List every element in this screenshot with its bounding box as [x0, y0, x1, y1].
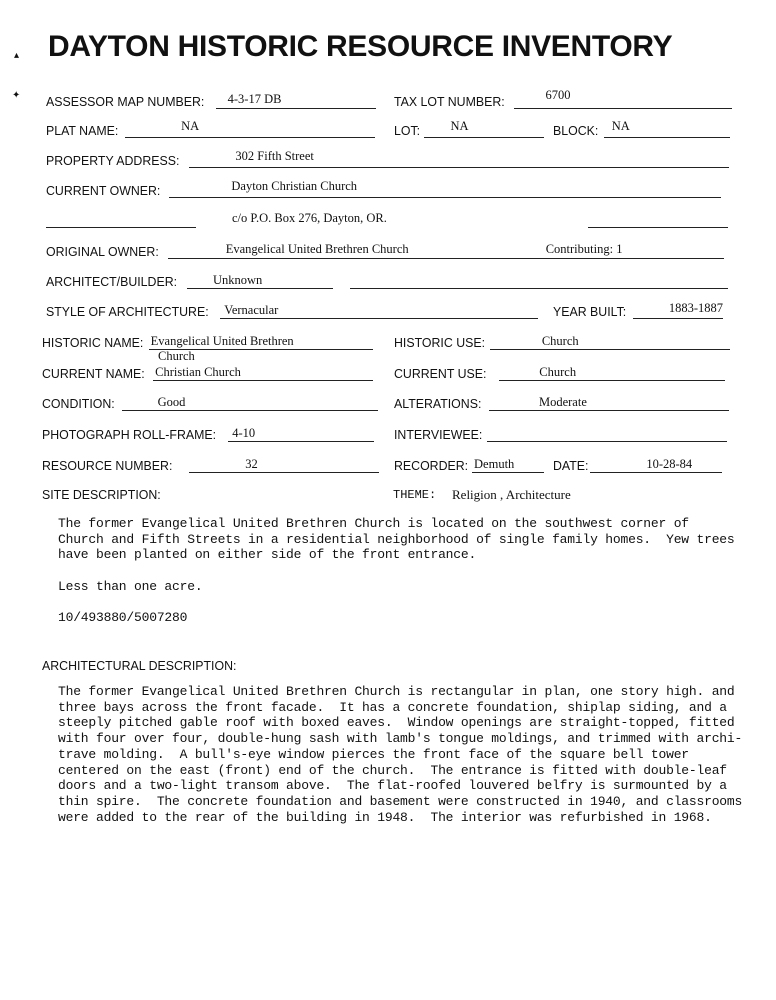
tax-lot-field: TAX LOT NUMBER: 6700: [394, 91, 732, 109]
architectural-description-text: The former Evangelical United Brethren Church is rectangular in plan, one story high. and three bays across the front facade. It has a concrete foundation, shiplap siding, and a steeply pitched gable roof with boxed eaves. Window openings are straight-topped, fitted with four over four, double-hung sash with lamb's tongue moldings, and trimmed with archi- trave molding. A bull's-eye window pierces the front face of the square bell tower centered on the east (front) end of the church. The entrance is fitted with double-leaf doors and a two-light transom above. The flat-roofed louvered belfry is surmounted by a thin spire. The concrete foundation and basement were constructed in 1940, and classrooms were added to the rear of the building in 1948. The interior was refurbished in 1968.: [58, 684, 743, 825]
assessor-map-value: 4-3-17 DB: [227, 92, 282, 106]
block-field: BLOCK: NA: [553, 120, 730, 138]
recorder-field: RECORDER: Demuth: [394, 455, 544, 473]
inventory-form: ▴ ✦ DAYTON HISTORIC RESOURCE INVENTORY ASSESSOR MAP NUMBER: 4-3-17 DB TAX LOT NUMBER: 6700 PLAT NAME: NA LOT: NA BLOCK: NA PROPERTY ADDRESS: 302 Fifth Street CURRENT OWNER: Dayton Christian Church c/o P.O. Box 276, Dayton, OR. ORIGINAL OWNER: Evangelical United Brethren Church Contributing: 1 ARCHITECT/BUILDER: Unknown STYLE OF ARCHITECTURE: Vernacular YEAR BUILT: 1883-1887 HISTORIC NAME: Evangelical United Brethren Church HISTORIC USE: Church CURRENT NAME: Christian Church CURRENT USE: Church CONDITION: Good ALTERATIONS: Moderate PHOTOGRAPH ROLL-FRAME: 4-10 INTERVIEWEE: RESOURCE NUMBER: 32 RECORDER: Demuth DATE: 10-28-84 SITE DESCRIPTION: THEME: Religion , Architecture The former Evangelical United Brethren Church is located on the southwest corner of Church and Fifth Streets in a residential neighborhood of single family homes. Yew trees have been planted on either side of the front entrance. Less than one acre. 10/493880/5007280 ARCHITECTURAL DESCRIPTION: The former Evangelical United Brethren Church is rectangular in plan, one story high. and three bays across the front facade. It has a concrete foundation, shiplap siding, and a steeply pitched gable roof with boxed eaves. Window openings are straight-topped, fitted with four over four, double-hung sash with lamb's tongue moldings, and trimmed with archi- trave molding. A bull's-eye window pierces the front face of the square bell tower centered on the east (front) end of the church. The entrance is fitted with double-leaf doors and a two-light transom above. The flat-roofed louvered belfry is surmounted by a thin spire. The concrete foundation and basement were constructed in 1940, and classrooms were added to the rear of the building in 1948. The interior was refurbished in 1968.: [0, 0, 776, 1000]
underline: [350, 288, 728, 289]
acreage-text: Less than one acre.: [58, 579, 203, 594]
alterations-field: ALTERATIONS: Moderate: [394, 393, 729, 411]
date-field: DATE: 10-28-84: [553, 455, 722, 473]
condition-field: CONDITION: Good: [42, 393, 378, 411]
year-built-field: YEAR BUILT: 1883-1887: [553, 301, 724, 319]
site-description-text: The former Evangelical United Brethren Church is located on the southwest corner of Church and Fifth Streets in a residential neighborhood of single family homes. Yew trees have been planted on either side of the front entrance.: [58, 516, 735, 563]
current-use-field: CURRENT USE: Church: [394, 363, 725, 381]
scan-mark: ✦: [12, 90, 21, 101]
theme-label: THEME:: [393, 488, 437, 502]
resource-number-field: RESOURCE NUMBER: 32: [42, 455, 379, 473]
property-address-field: PROPERTY ADDRESS: 302 Fifth Street: [46, 150, 729, 168]
style-field: STYLE OF ARCHITECTURE: Vernacular: [46, 301, 538, 319]
theme-value: Religion , Architecture: [452, 487, 571, 502]
interviewee-field: INTERVIEWEE:: [394, 424, 727, 442]
photo-field: PHOTOGRAPH ROLL-FRAME: 4-10: [42, 424, 374, 442]
architectural-description-heading: ARCHITECTURAL DESCRIPTION:: [42, 658, 237, 673]
plat-name-field: PLAT NAME: NA: [46, 120, 375, 138]
underline: [588, 227, 728, 228]
page-title: DAYTON HISTORIC RESOURCE INVENTORY: [48, 30, 673, 63]
architect-field: ARCHITECT/BUILDER: Unknown: [46, 271, 333, 289]
historic-name-field: HISTORIC NAME: Evangelical United Brethren: [42, 332, 373, 350]
original-owner-field: ORIGINAL OWNER: Evangelical United Brethren Church Contributing: 1: [46, 241, 724, 259]
current-name-field: CURRENT NAME: Christian Church: [42, 363, 373, 381]
current-owner-field: CURRENT OWNER: Dayton Christian Church: [46, 180, 721, 198]
tax-lot-value: 6700: [545, 88, 571, 102]
assessor-map-field: ASSESSOR MAP NUMBER: 4-3-17 DB: [46, 91, 376, 109]
site-description-heading: SITE DESCRIPTION:: [42, 487, 161, 502]
historic-use-field: HISTORIC USE: Church: [394, 332, 730, 350]
lot-field: LOT: NA: [394, 120, 544, 138]
utm-text: 10/493880/5007280: [58, 610, 188, 625]
scan-mark: ▴: [14, 50, 20, 61]
underline: [46, 227, 196, 228]
